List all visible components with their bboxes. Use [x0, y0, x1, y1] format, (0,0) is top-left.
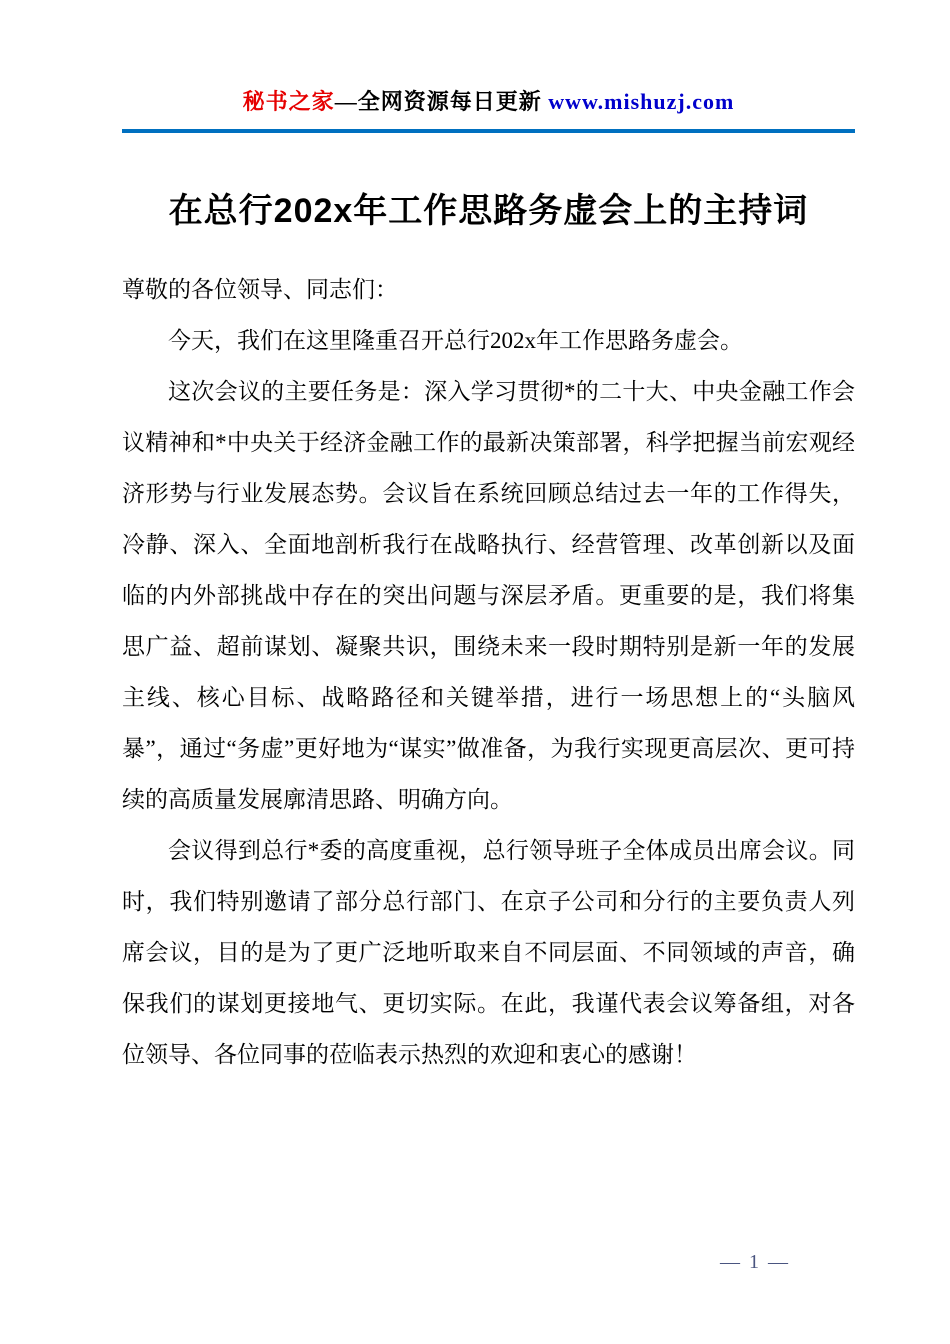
salutation-paragraph: 尊敬的各位领导、同志们： — [122, 277, 398, 302]
body-paragraph: 会议得到总行*委的高度重视，总行领导班子全体成员出席会议。同时，我们特别邀请了部分总行部门、在京子公司和分行的主要负责人列席会议，目的是为了更广泛地听取来自不同层面、不同领域的声音，确保我们的谋划更接地气、更切实际。在此，我谨代表会议筹备组，对各位领导、各位同事的莅临表示热烈的欢迎和衷心的感谢！ — [122, 838, 855, 1067]
site-brand: 秘书之家 — [242, 89, 335, 114]
page-number: — 1 — — [720, 1251, 790, 1273]
header-divider — [122, 129, 855, 133]
document-body — [122, 264, 855, 1080]
body-paragraph: 今天，我们在这里隆重召开总行202x年工作思路务虚会。 — [168, 328, 743, 353]
page-footer — [720, 1251, 790, 1274]
site-url-link[interactable]: www.mishuzj.com — [548, 89, 735, 114]
body-paragraph: 这次会议的主要任务是：深入学习贯彻*的二十大、中央金融工作会议精神和*中央关于经济金融工作的最新决策部署，科学把握当前宏观经济形势与行业发展态势。会议旨在系统回顾总结过去一年的工作得失，冷静、深入、全面地剖析我行在战略执行、经营管理、改革创新以及面临的内外部挑战中存在的突出问题与深层矛盾。更重要的是，我们将集思广益、超前谋划、凝聚共识，围绕未来一段时期特别是新一年的发展主线、核心目标、战略路径和关键举措，进行一场思想上的“头脑风暴”，通过“务虚”更好地为“谋实”做准备，为我行实现更高层次、更可持续的高质量发展廓清思路、明确方向。 — [122, 379, 855, 812]
site-header — [122, 85, 855, 116]
site-tagline: —全网资源每日更新 — [334, 89, 549, 114]
document-title: 在总行202x年工作思路务虚会上的主持词 — [168, 192, 809, 230]
